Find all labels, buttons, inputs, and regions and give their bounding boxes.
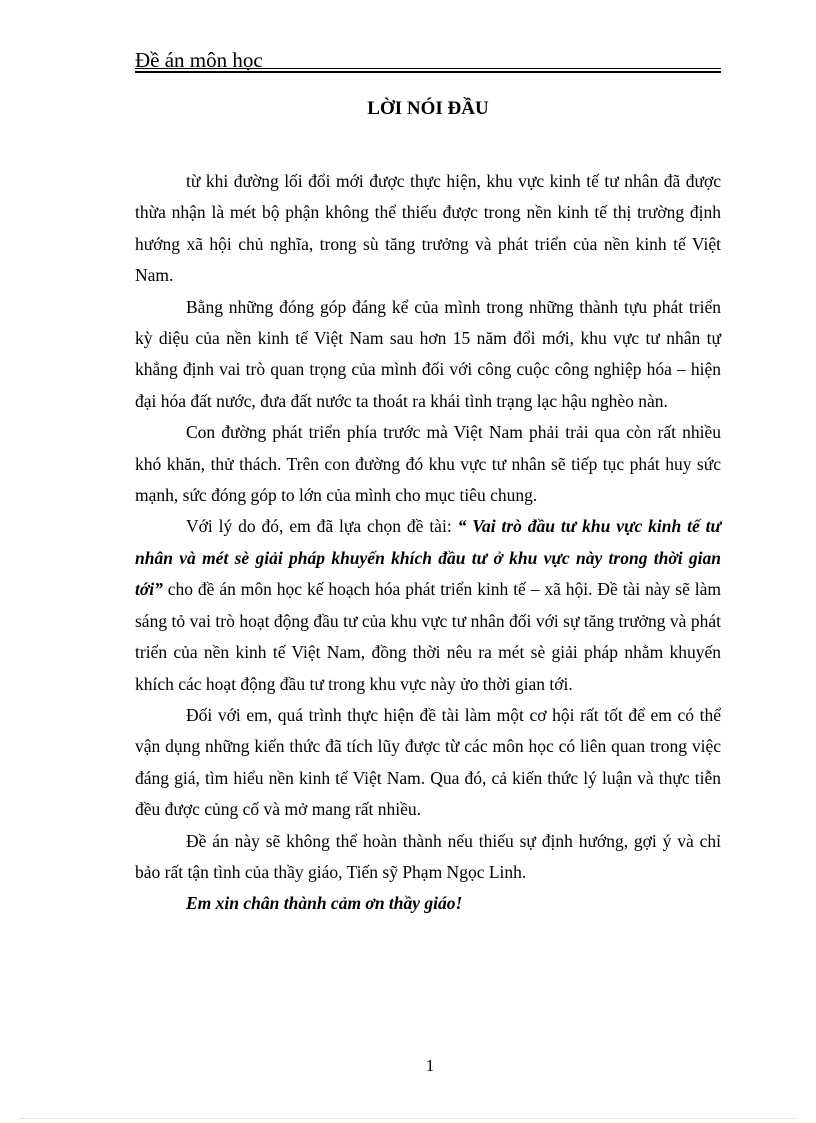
page-heading: LỜI NÓI ĐẦU [367, 98, 489, 119]
paragraph-4-rest: cho đề án môn học kế hoạch hóa phát triển kinh tế – xã hội. Đề tài này sẽ làm sáng tỏ vai trò hoạt động đầu tư của khu vực tư nhân đối với sự tăng trưởng và phát triển của nền kinh tế Việt Nam, đồng thời nêu ra mét sè giải pháp nhằm khuyến khích các hoạt động đầu tư trong khu vực này ửo thời gian tới. [135, 579, 721, 694]
thesis-title: “ Vai trò đầu tư khu vực kinh tế tư nhân và mét sè giải pháp khuyến khích đầu tư ở khu vực này trong thời gian tới” [135, 516, 722, 600]
body-text [135, 166, 721, 920]
paragraph-4-lead: Với lý do đó, em đã lựa chọn đề tài: [186, 516, 458, 537]
paragraph-2: Bằng những đóng góp đáng kể của mình trong những thành tựu phát triển kỳ diệu của nền kinh tế Việt Nam sau hơn 15 năm đổi mới, khu vực tư nhân tự khẳng định vai trò quan trọng của mình đối với công cuộc công nghiệp hóa – hiện đại hóa đất nước, đưa đất nước ta thoát ra khái tình trạng lạc hậu nghèo nàn. [135, 296, 721, 411]
document-header-title: Đề án môn học [135, 48, 263, 72]
page-number: 1 [425, 1056, 435, 1075]
paragraph-6: Đề án này sẽ không thể hoàn thành nếu thiếu sự định hướng, gợi ý và chỉ bảo rất tận tình của thầy giáo, Tiến sỹ Phạm Ngọc Linh. [135, 830, 721, 882]
paragraph-3: Con đường phát triển phía trước mà Việt Nam phải trải qua còn rất nhiều khó khăn, thử thách. Trên con đường đó khu vực tư nhân sẽ tiếp tục phát huy sức mạnh, sức đóng góp to lớn của mình cho mục tiêu chung. [135, 422, 721, 506]
paragraph-1: từ khi đường lối đổi mới được thực hiện, khu vực kinh tế tư nhân đã được thừa nhận là mét bộ phận không thể thiếu được trong nền kinh tế thị trường định hướng xã hội chủ nghĩa, trong sù tăng trưởng và phát triển của nền kinh tế Việt Nam. [135, 171, 721, 286]
header-rule-top [135, 68, 721, 69]
paragraph-5: Đối với em, quá trình thực hiện đề tài làm một cơ hội rất tốt để em có thể vận dụng những kiến thức đã tích lũy được từ các môn học có liên quan trong việc đáng giá, tìm hiểu nền kinh tế Việt Nam. Qua đó, cả kiến thức lý luận và thực tiễn đều được củng cố và mở mang rất nhiều. [135, 704, 721, 820]
header-rule-bottom [135, 71, 721, 73]
paragraph-4 [135, 511, 721, 699]
closing-thanks: Em xin chân thành cảm ơn thầy giáo! [186, 893, 463, 914]
page-bottom-divider [20, 1118, 796, 1119]
